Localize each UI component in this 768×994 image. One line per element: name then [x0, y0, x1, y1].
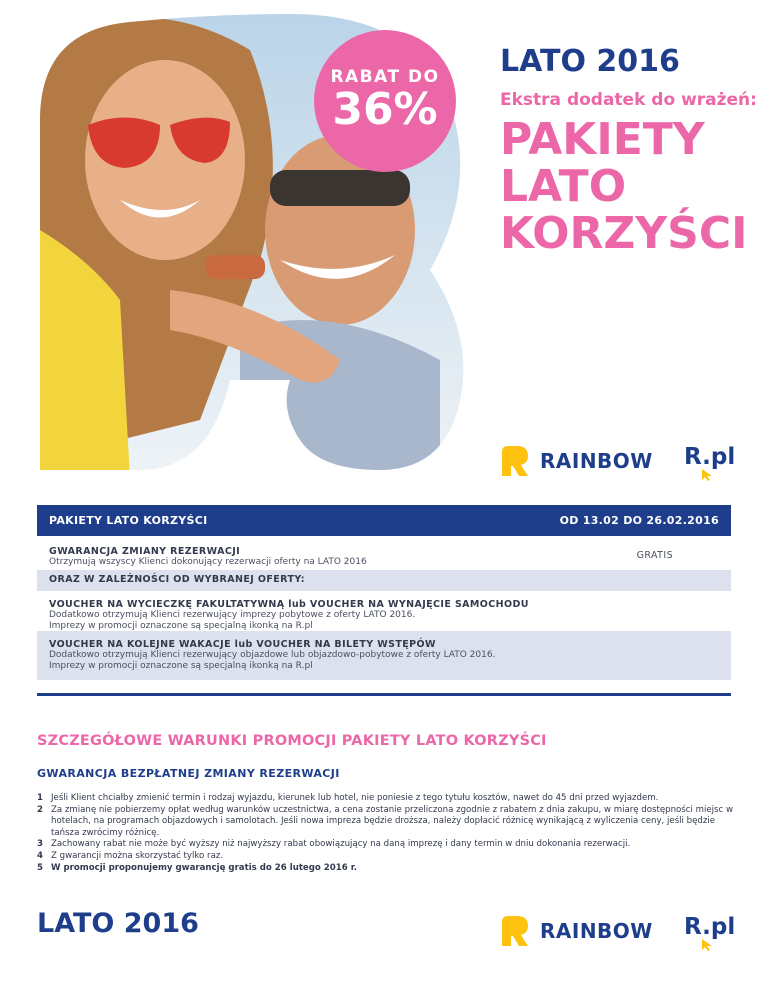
row-description: Otrzymują wszyscy Klienci dokonujący rezerwacji oferty na LATO 2016	[49, 557, 367, 567]
offer-table	[37, 505, 731, 696]
discount-badge	[314, 30, 456, 172]
table-divider	[37, 693, 731, 696]
row-title: ORAZ W ZALEŻNOŚCI OD WYBRANEJ OFERTY:	[49, 574, 305, 585]
row-title: VOUCHER NA KOLEJNE WAKACJE lub VOUCHER NA BILETY WSTĘPÓW	[49, 639, 436, 650]
row-value: GRATIS	[636, 550, 673, 561]
table-row	[37, 591, 731, 631]
term-number: 1	[37, 793, 43, 803]
footer-rpl-logo[interactable]	[684, 914, 735, 940]
discount-badge-label: RABAT DO	[330, 67, 440, 87]
rpl-logo-text: R.pl	[684, 444, 736, 470]
table-row	[37, 536, 731, 570]
list-item	[37, 863, 737, 875]
rainbow-mark-icon	[500, 444, 530, 478]
term-number: 2	[37, 804, 43, 815]
footer-title: LATO 2016	[37, 908, 199, 939]
row-description: Imprezy w promocji oznaczone są specjalną ikonką na R.pl	[49, 621, 313, 631]
rainbow-logo-text: RAINBOW	[540, 449, 653, 473]
rainbow-logo-text: RAINBOW	[540, 919, 653, 943]
term-text: Jeśli Klient chciałby zmienić termin i rodzaj wyjazdu, kierunek lub hotel, nie poniesie z tego tytułu kosztów, nawet do 45 dni przed wyjazdem.	[51, 793, 659, 803]
offer-table-header	[37, 505, 731, 536]
headline-line-1: PAKIETY	[500, 114, 705, 165]
offer-table-title: PAKIETY LATO KORZYŚCI	[49, 514, 208, 527]
term-text: Z gwarancji można skorzystać tylko raz.	[51, 850, 224, 861]
footer-rainbow-logo[interactable]	[500, 914, 653, 948]
headline-line-3: KORZYŚCI	[500, 208, 748, 259]
list-item	[37, 805, 737, 840]
discount-badge-value: 36%	[332, 84, 438, 135]
rainbow-logo[interactable]	[500, 444, 653, 478]
row-description: Dodatkowo otrzymują Klienci rezerwujący objazdowe lub objazdowo-pobytowe z oferty LATO 2016.	[49, 650, 496, 660]
list-item	[37, 851, 737, 863]
headline-line-2: LATO	[500, 161, 627, 212]
row-title: GWARANCJA ZMIANY REZERWACJI	[49, 546, 241, 557]
term-number: 4	[37, 850, 43, 861]
hero-headline	[500, 116, 760, 257]
list-item	[37, 839, 737, 851]
cursor-icon	[701, 468, 715, 482]
row-title: VOUCHER NA WYCIECZKĘ FAKULTATYWNĄ lub VOUCHER NA WYNAJĘCIE SAMOCHODU	[49, 599, 529, 610]
table-row	[37, 631, 731, 680]
term-text: W promocji proponujemy gwarancję gratis do 26 lutego 2016 r.	[51, 862, 357, 873]
terms-list	[37, 793, 737, 874]
list-item	[37, 793, 737, 805]
term-text: Zachowany rabat nie może być wyższy niż najwyższy rabat obowiązujący na daną imprezę i dany termin w dniu dokonania rezerwacji.	[51, 839, 631, 850]
row-description: Dodatkowo otrzymują Klienci rezerwujący imprezy pobytowe z oferty LATO 2016.	[49, 610, 416, 620]
rpl-logo[interactable]	[684, 444, 735, 470]
term-number: 5	[37, 862, 43, 873]
row-description: Imprezy w promocji oznaczone są specjalną ikonką na R.pl	[49, 661, 313, 671]
term-number: 3	[37, 839, 43, 850]
hero-subtitle: Ekstra dodatek do wrażeń:	[500, 90, 757, 110]
cursor-icon	[701, 938, 715, 952]
terms-heading: SZCZEGÓŁOWE WARUNKI PROMOCJI PAKIETY LATO KORZYŚCI	[37, 733, 547, 749]
offer-table-dates: OD 13.02 DO 26.02.2016	[559, 514, 719, 527]
season-title: LATO 2016	[500, 44, 680, 79]
table-row	[37, 570, 731, 591]
terms-subheading: GWARANCJA BEZPŁATNEJ ZMIANY REZERWACJI	[37, 767, 340, 780]
rpl-logo-text: R.pl	[684, 914, 736, 940]
term-text: Za zmianę nie pobierzemy opłat według warunków uczestnictwa, a cena zostanie przeliczona zgodnie z rabatem z dnia zakupu, w miarę dostępności miejsc w hotelach, na programach objazdowych i samolotach. Jeśli nowa impreza będzie droższa, należy dopłacić różnicę wynikającą z wyliczenia ceny, jeśli będzie tańsza zwrócimy różnicę.	[51, 804, 734, 838]
rainbow-mark-icon	[500, 914, 530, 948]
